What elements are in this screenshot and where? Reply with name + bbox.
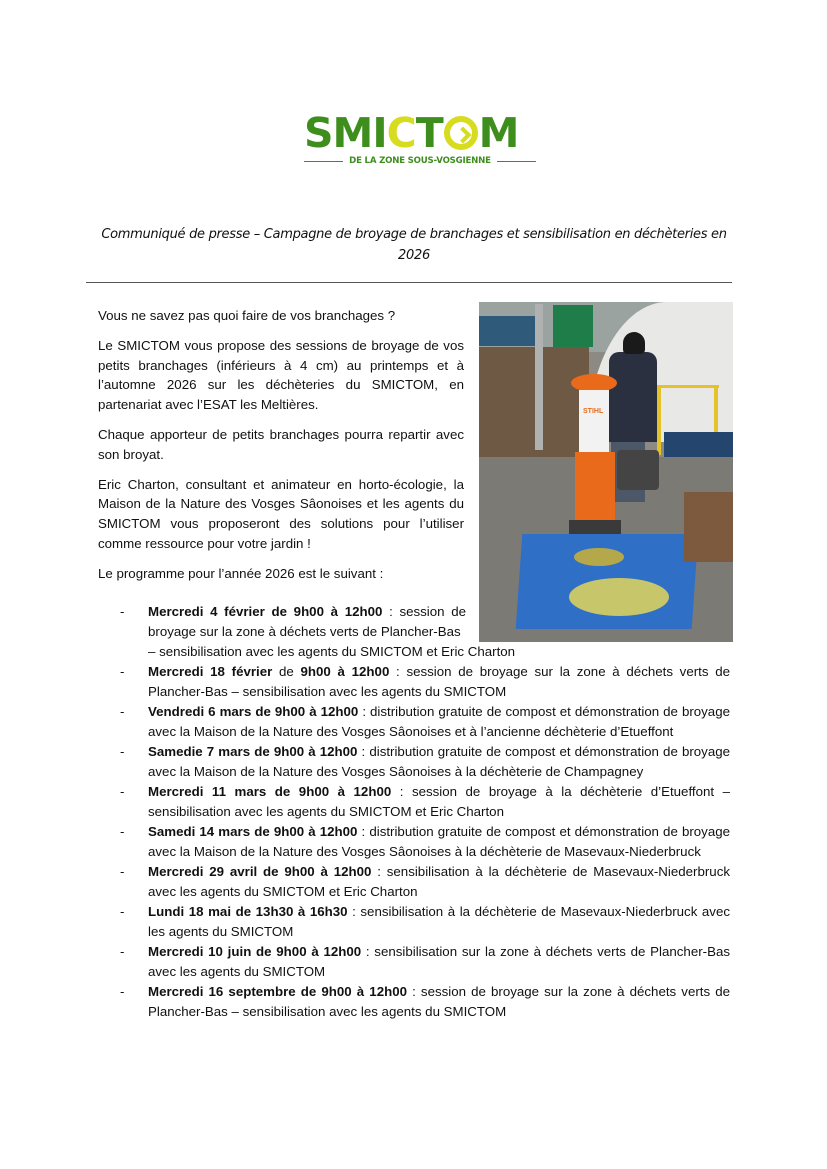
list-item (120, 982, 730, 1022)
press-release-title (96, 224, 732, 266)
title-line-1: Communiqué de presse – Campagne de broyage de branchages et sensibilisation en déchèteries en (101, 227, 727, 242)
bullet: - (120, 824, 125, 839)
intro-paragraph-broyat: Chaque apporteur de petits branchages pourra repartir avec son broyat. (98, 426, 464, 462)
event-description: : sensibilisation sur la zone à déchets verts de Plancher-Bas avec les agents du SMICTOM (148, 944, 730, 979)
list-item (120, 902, 730, 942)
event-date: Vendredi 6 mars de 9h00 à 12h00 (148, 704, 359, 719)
bullet: - (120, 664, 125, 679)
event-description: : session de broyage sur la zone à déchets verts de Plancher-Bas – sensibilisation avec les agents du SMICTOM (148, 664, 730, 699)
shredder-photo (479, 302, 733, 642)
event-date: Mercredi 18 février (148, 664, 273, 679)
event-date: Mercredi 16 septembre de 9h00 à 12h00 (148, 984, 408, 999)
event-description: : distribution gratuite de compost et démonstration de broyage avec la Maison de la Nature des Vosges Sâonoises et à l’ancienne déchèterie d’Etueffont (148, 704, 730, 739)
logo-line-left (304, 161, 343, 162)
logo-tagline-text: DE LA ZONE SOUS-VOSGIENNE (349, 156, 491, 166)
event-description: : session de broyage à la déchèterie d’Etueffont – sensibilisation avec les agents du SMICTOM et Eric Charton (148, 784, 730, 819)
intro-paragraph-partners: Eric Charton, consultant et animateur en horto-écologie, la Maison de la Nature des Vosges Sâonoises et les agents du SMICTOM vous proposeront des solutions pour l’utiliser comme ressource pour votre jardin ! (98, 476, 464, 551)
intro-section (98, 306, 464, 594)
event-time: 9h00 à 12h00 (300, 664, 390, 679)
event-date: Mercredi 11 mars de 9h00 à 12h00 (148, 784, 392, 799)
bullet: - (120, 784, 125, 799)
logo-wordmark (304, 110, 518, 156)
event-date: Lundi 18 mai de 13h30 à 16h30 (148, 904, 348, 919)
stihl-label: STIHL (583, 408, 604, 415)
list-item (120, 942, 730, 982)
programme-list (120, 602, 730, 1022)
logo-text-c: C (386, 109, 416, 157)
event-description: : sensibilisation à la déchèterie de Masevaux-Niederbruck avec les agents du SMICTOM (148, 904, 731, 939)
list-item (120, 822, 730, 862)
bullet: - (120, 984, 125, 999)
list-item (120, 602, 466, 642)
logo-tagline (304, 156, 536, 166)
logo-text-t: T (415, 109, 443, 157)
intro-programme-lead: Le programme pour l’année 2026 est le suivant : (98, 565, 384, 581)
event-description: : session de broyage sur la zone à déchets verts de Plancher-Bas – sensibilisation avec les agents du SMICTOM (148, 984, 730, 1019)
event-date: Mercredi 4 février de 9h00 à 12h00 (148, 604, 383, 619)
smictom-logo (304, 110, 536, 170)
intro-paragraph-proposal: Le SMICTOM vous propose des sessions de broyage de vos petits branchages (inférieurs à 4 cm) au printemps et à l’automne 2026 sur les déchèteries du SMICTOM, en partenariat avec l’ESAT les Meltières. (98, 337, 464, 413)
title-line-2: 2026 (398, 248, 430, 263)
bullet: - (120, 904, 125, 919)
logo-text-m: M (478, 109, 519, 157)
list-item (120, 862, 730, 902)
event-description-tail: – sensibilisation avec les agents du SMICTOM et Eric Charton (148, 644, 516, 659)
recycle-icon (444, 116, 478, 150)
bullet: - (120, 864, 125, 879)
list-item (120, 782, 730, 822)
event-date: Mercredi 29 avril de 9h00 à 12h00 (148, 864, 372, 879)
event-description: : distribution gratuite de compost et démonstration de broyage avec la Maison de la Nature des Vosges Sâonoises à la déchèterie de Champagney (148, 744, 730, 779)
horizontal-divider (86, 282, 732, 283)
bullet: - (120, 744, 125, 759)
event-description: : distribution gratuite de compost et démonstration de broyage avec la Maison de la Nature des Vosges Sâonoises à la déchèterie de Masevaux-Niederbruck (148, 824, 730, 859)
intro-question: Vous ne savez pas quoi faire de vos branchages ? (98, 308, 396, 323)
list-item (120, 642, 730, 662)
bullet: - (120, 704, 125, 719)
event-description: : session de broyage sur la zone à déchets verts de Plancher-Bas (148, 604, 466, 639)
logo-line-right (497, 161, 536, 162)
bullet: - (120, 944, 125, 959)
logo-text-smi: SMI (304, 109, 387, 157)
event-date: Samedie 7 mars de 9h00 à 12h00 (148, 744, 358, 759)
event-date: Samedi 14 mars de 9h00 à 12h00 (148, 824, 358, 839)
list-item (120, 662, 730, 702)
event-description: : sensibilisation à la déchèterie de Masevaux-Niederbruck avec les agents du SMICTOM et Eric Charton (148, 864, 730, 899)
bullet: - (120, 604, 125, 619)
event-date: Mercredi 10 juin de 9h00 à 12h00 (148, 944, 362, 959)
list-item (120, 702, 730, 742)
list-item (120, 742, 730, 782)
event-date-connector: de (272, 664, 301, 679)
